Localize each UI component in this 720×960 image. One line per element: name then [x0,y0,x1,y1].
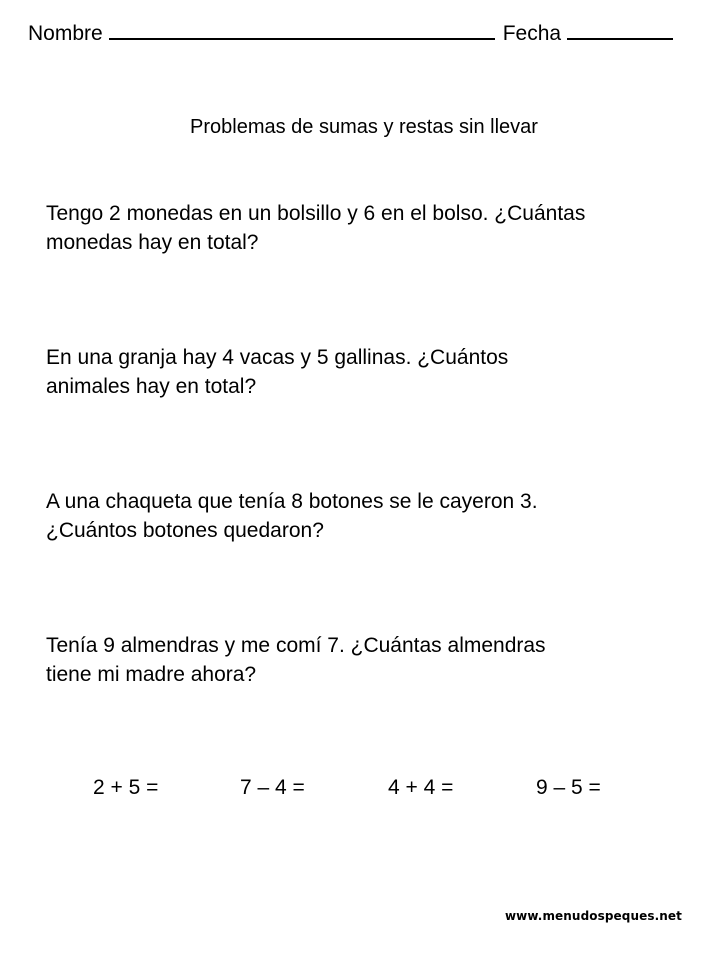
date-blank-line [567,20,673,40]
problem-line: Tengo 2 monedas en un bolsillo y 6 en el bolso. ¿Cuántas [46,202,586,225]
word-problem-1 [46,199,686,257]
operation-2: 7 – 4 = [240,776,305,799]
name-blank-line [109,20,495,40]
date-label: Fecha [502,22,562,45]
operations-row [0,776,720,804]
problem-line: animales hay en total? [46,375,257,398]
problem-line: A una chaqueta que tenía 8 botones se le cayeron 3. [46,490,538,513]
header [28,20,692,48]
operation-1: 2 + 5 = [93,776,159,799]
operation-3: 4 + 4 = [388,776,454,799]
name-label: Nombre [28,22,103,45]
word-problem-2 [46,343,686,401]
problem-line: monedas hay en total? [46,231,259,254]
problem-line: Tenía 9 almendras y me comí 7. ¿Cuántas almendras [46,634,546,657]
website-credit: www.menudospeques.net [505,909,682,923]
operation-4: 9 – 5 = [536,776,601,799]
problem-line: tiene mi madre ahora? [46,663,257,686]
problem-line: En una granja hay 4 vacas y 5 gallinas. ¿Cuántos [46,346,509,369]
worksheet-title: Problemas de sumas y restas sin llevar [190,116,538,138]
word-problem-4 [46,631,686,689]
word-problem-3 [46,487,686,545]
problem-line: ¿Cuántos botones quedaron? [46,519,324,542]
